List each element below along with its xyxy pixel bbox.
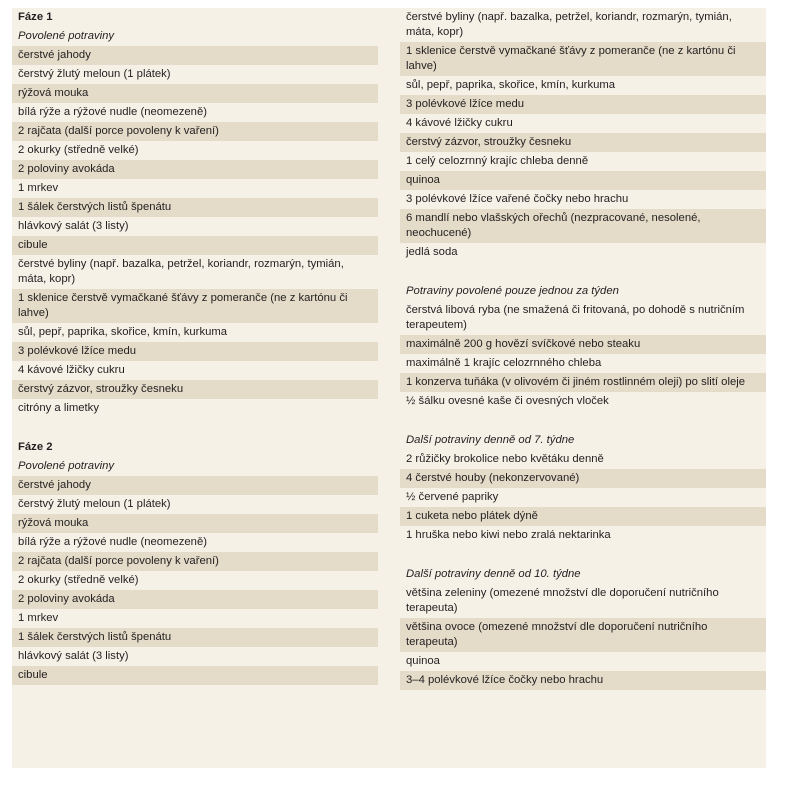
food-item: cibule bbox=[12, 666, 378, 685]
food-item: čerstvé byliny (např. bazalka, petržel, koriandr, rozmarýn, tymián, máta, kopr) bbox=[18, 258, 344, 285]
phase-heading: Fáze 2 bbox=[18, 441, 53, 453]
food-item: ½ šálku ovesné kaše či ovesných vloček bbox=[406, 395, 609, 407]
section-gap bbox=[400, 411, 766, 431]
food-item: ½ červené papriky bbox=[406, 491, 499, 503]
food-item: 3 polévkové lžíce vařené čočky nebo hrachu bbox=[406, 193, 629, 205]
section-subheading: Další potraviny denně od 7. týdne bbox=[406, 434, 575, 446]
food-item: 1 hruška nebo kiwi nebo zralá nektarinka bbox=[406, 529, 611, 541]
food-item: 4 kávové lžičky cukru bbox=[406, 117, 513, 129]
food-item: bílá rýže a rýžové nudle (neomezeně) bbox=[18, 106, 208, 118]
section-subheading: Potraviny povolené pouze jednou za týden bbox=[406, 285, 619, 297]
food-item: 1 konzerva tuňáka (v olivovém či jiném rostlinném oleji) po slití oleje bbox=[400, 373, 766, 392]
food-item: čerstvý zázvor, stroužky česneku bbox=[400, 133, 766, 152]
food-item: čerstvý žlutý meloun (1 plátek) bbox=[18, 498, 171, 510]
food-item: 2 okurky (středně velké) bbox=[18, 144, 139, 156]
food-item: sůl, pepř, paprika, skořice, kmín, kurkuma bbox=[406, 79, 616, 91]
section-gap bbox=[12, 418, 378, 438]
food-item: hlávkový salát (3 listy) bbox=[18, 220, 129, 232]
section-gap bbox=[400, 262, 766, 282]
phase-heading: Fáze 1 bbox=[18, 11, 53, 23]
food-table bbox=[12, 8, 766, 768]
section-subheading: Povolené potraviny bbox=[18, 460, 115, 472]
food-item: 1 šálek čerstvých listů špenátu bbox=[12, 628, 378, 647]
section-subheading: Povolené potraviny bbox=[18, 30, 115, 42]
food-item: 1 sklenice čerstvě vymačkané šťávy z pomeranče (ne z kartónu či lahve) bbox=[12, 289, 378, 323]
food-item: sůl, pepř, paprika, skořice, kmín, kurkuma bbox=[18, 326, 228, 338]
food-item: quinoa bbox=[400, 171, 766, 190]
food-item: 4 kávové lžičky cukru bbox=[18, 364, 125, 376]
food-item: 6 mandlí nebo vlašských ořechů (nezpracované, nesolené, neochucené) bbox=[400, 209, 766, 243]
right-column bbox=[400, 8, 766, 690]
food-item: 1 mrkev bbox=[18, 182, 59, 194]
food-item: 2 růžičky brokolice nebo květáku denně bbox=[406, 453, 604, 465]
food-item: 2 rajčata (další porce povoleny k vaření) bbox=[12, 552, 378, 571]
food-item: rýžová mouka bbox=[12, 514, 378, 533]
food-item: 2 okurky (středně velké) bbox=[18, 574, 139, 586]
food-item: cibule bbox=[12, 236, 378, 255]
food-item: čerstvý žlutý meloun (1 plátek) bbox=[18, 68, 171, 80]
food-item: hlávkový salát (3 listy) bbox=[18, 650, 129, 662]
food-item: 1 sklenice čerstvě vymačkané šťávy z pomeranče (ne z kartónu či lahve) bbox=[400, 42, 766, 76]
food-item: 2 poloviny avokáda bbox=[12, 160, 378, 179]
food-item: rýžová mouka bbox=[12, 84, 378, 103]
food-item: jedlá soda bbox=[406, 246, 458, 258]
food-item: 1 cuketa nebo plátek dýně bbox=[400, 507, 766, 526]
section-subheading: Další potraviny denně od 10. týdne bbox=[406, 568, 581, 580]
food-item: čerstvý zázvor, stroužky česneku bbox=[12, 380, 378, 399]
food-item: většina ovoce (omezené množství dle doporučení nutričního terapeuta) bbox=[400, 618, 766, 652]
food-item: 4 čerstvé houby (nekonzervované) bbox=[400, 469, 766, 488]
food-item: 1 celý celozrnný krajíc chleba denně bbox=[406, 155, 589, 167]
food-item: citróny a limetky bbox=[18, 402, 99, 414]
food-item: čerstvé byliny (např. bazalka, petržel, koriandr, rozmarýn, tymián, máta, kopr) bbox=[406, 11, 732, 38]
food-item: quinoa bbox=[406, 655, 440, 667]
food-item: maximálně 200 g hovězí svíčkové nebo steaku bbox=[400, 335, 766, 354]
food-item: čerstvé jahody bbox=[12, 46, 378, 65]
food-item: bílá rýže a rýžové nudle (neomezeně) bbox=[18, 536, 208, 548]
left-column bbox=[12, 8, 378, 685]
food-item: 1 šálek čerstvých listů špenátu bbox=[12, 198, 378, 217]
section-gap bbox=[400, 545, 766, 565]
food-item: maximálně 1 krajíc celozrnného chleba bbox=[406, 357, 602, 369]
food-item: čerstvé jahody bbox=[12, 476, 378, 495]
food-item: 3 polévkové lžíce medu bbox=[12, 342, 378, 361]
food-item: 3–4 polévkové lžíce čočky nebo hrachu bbox=[400, 671, 766, 690]
food-item: většina zeleniny (omezené množství dle doporučení nutričního terapeuta) bbox=[406, 587, 719, 614]
food-item: 2 rajčata (další porce povoleny k vaření) bbox=[12, 122, 378, 141]
food-item: čerstvá libová ryba (ne smažená či fritovaná, po dohodě s nutričním terapeutem) bbox=[406, 304, 745, 331]
food-item: 2 poloviny avokáda bbox=[12, 590, 378, 609]
food-item: 3 polévkové lžíce medu bbox=[400, 95, 766, 114]
food-item: 1 mrkev bbox=[18, 612, 59, 624]
